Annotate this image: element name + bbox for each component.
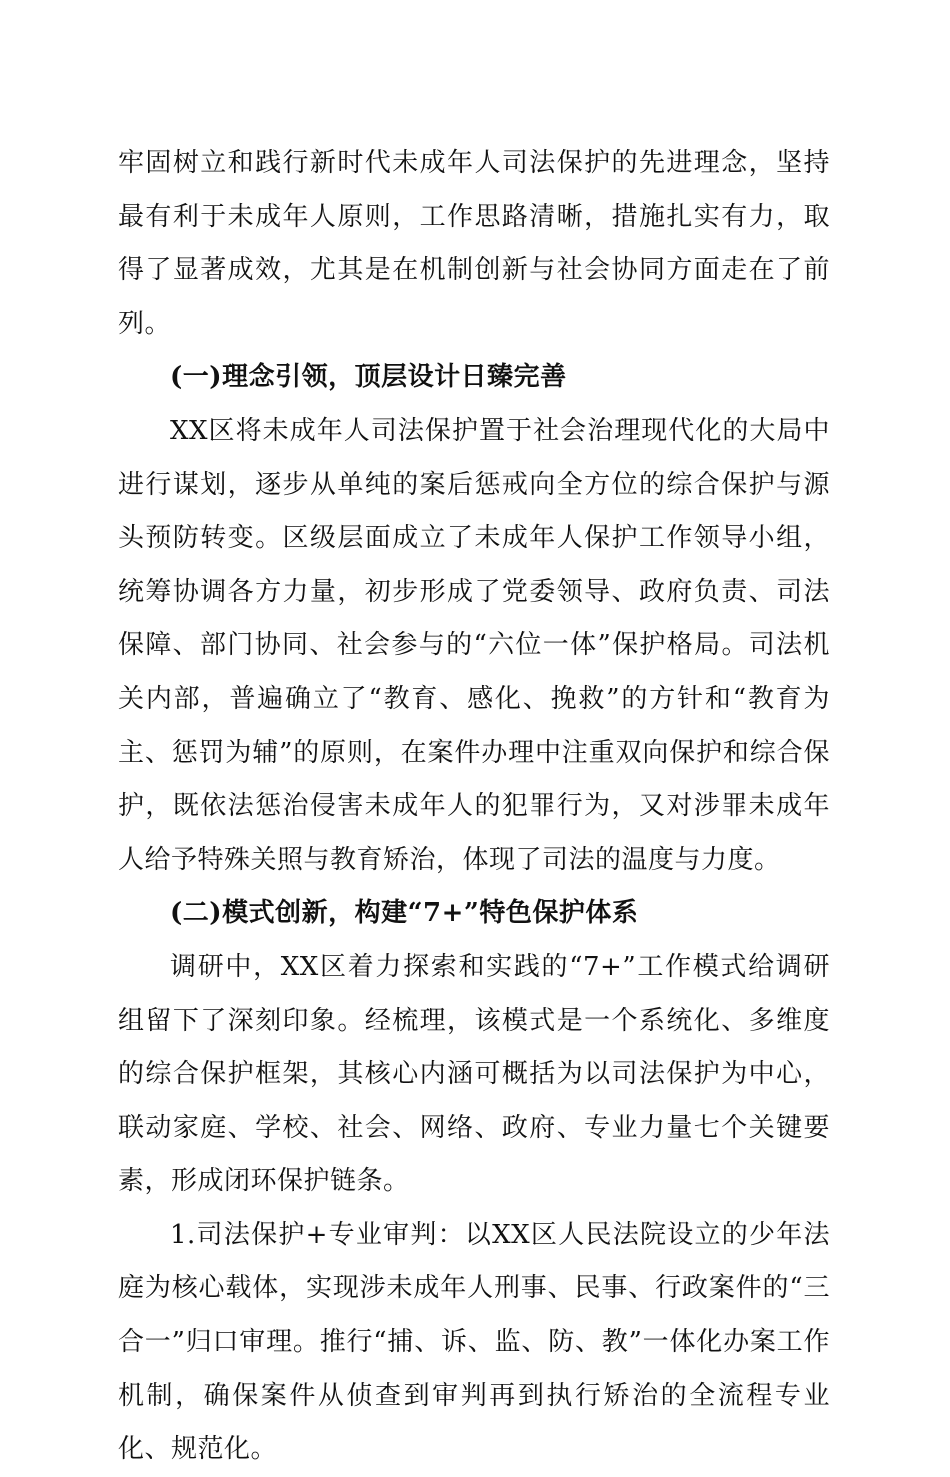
section-heading-1: (一)理念引领，顶层设计日臻完善 — [170, 362, 567, 393]
section-heading-2: (二)模式创新，构建“7+”特色保护体系 — [170, 898, 639, 929]
paragraph-continued: 牢固树立和践行新时代未成年人司法保护的先进理念，坚持最有利于未成年人原则，工作思路清晰，措施扎实有力，取得了显著成效，尤其是在机制创新与社会协同方面走在了前列。 — [118, 148, 830, 339]
paragraph: 调研中，XX区着力探索和实践的“7+”工作模式给调研组留下了深刻印象。经梳理，该模式是一个系统化、多维度的综合保护框架，其核心内涵可概括为以司法保护为中心，联动家庭、学校、社会、网络、政府、专业力量七个关键要素，形成闭环保护链条。 — [118, 951, 830, 1197]
paragraph: 1.司法保护+专业审判：以XX区人民法院设立的少年法庭为核心载体，实现涉未成年人刑事、民事、行政案件的“三合一”归口审理。推行“捕、诉、监、防、教”一体化办案工作机制，确保案件从侦查到审判再到执行矫治的全流程专业化、规范化。 — [118, 1219, 830, 1465]
document-body — [118, 137, 830, 1477]
paragraph: XX区将未成年人司法保护置于社会治理现代化的大局中进行谋划，逐步从单纯的案后惩戒向全方位的综合保护与源头预防转变。区级层面成立了未成年人保护工作领导小组，统筹协调各方力量，初步形成了党委领导、政府负责、司法保障、部门协同、社会参与的“六位一体”保护格局。司法机关内部，普遍确立了“教育、感化、挽救”的方针和“教育为主、惩罚为辅”的原则，在案件办理中注重双向保护和综合保护，既依法惩治侵害未成年人的犯罪行为，又对涉罪未成年人给予特殊关照与教育矫治，体现了司法的温度与力度。 — [118, 415, 830, 875]
